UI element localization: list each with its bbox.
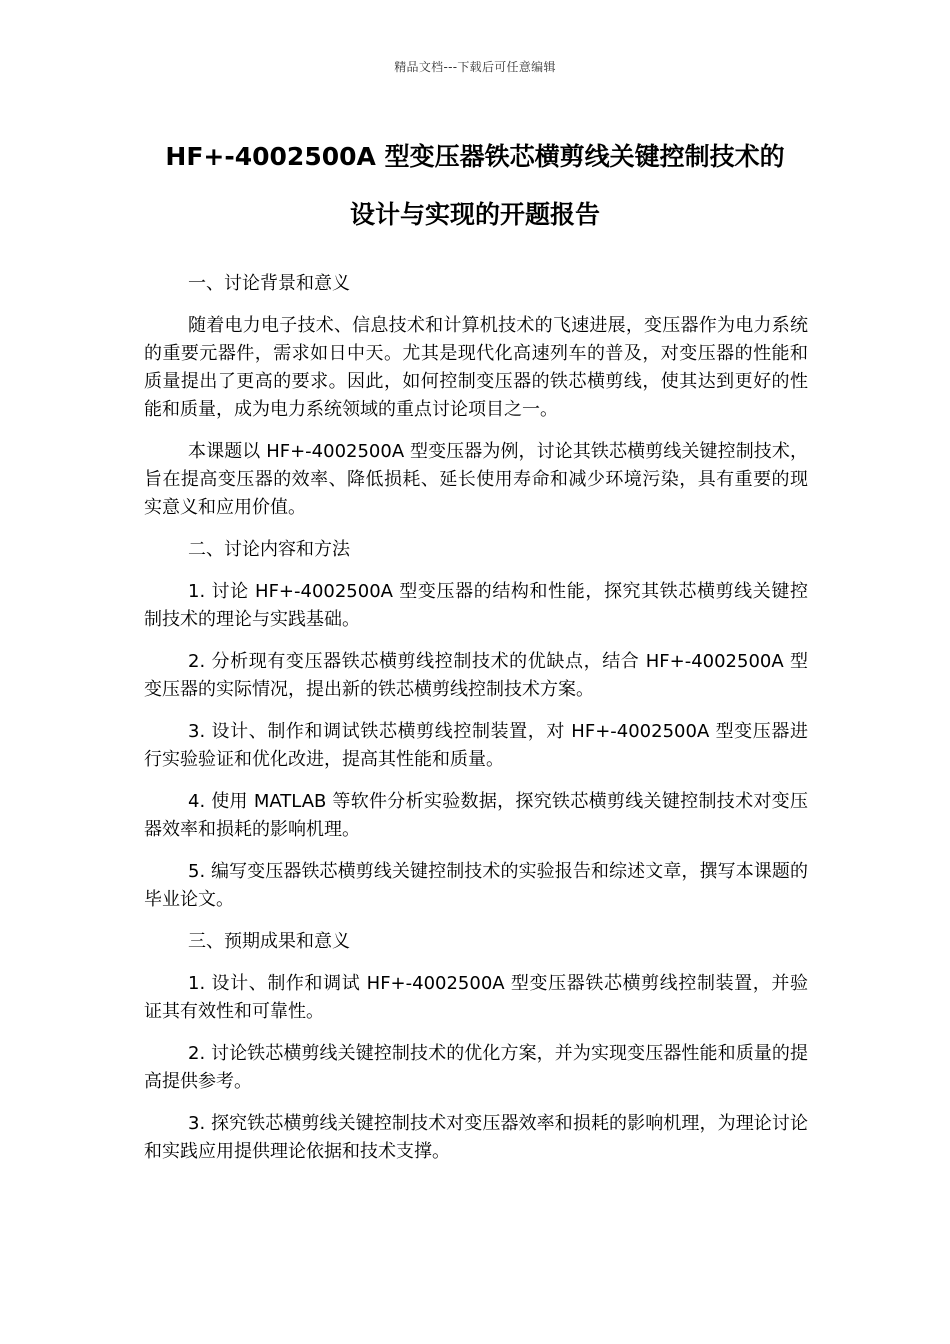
section-heading: 二、讨论内容和方法 (188, 539, 350, 560)
list-item: 1. 设计、制作和调试 HF+-4002500A 型变压器铁芯横剪线控制装置，并验证其有效性和可靠性。 (144, 973, 808, 1022)
header-note: 精品文档---下载后可任意编辑 (394, 60, 556, 74)
section-heading: 三、预期成果和意义 (188, 931, 350, 952)
list-item: 3. 探究铁芯横剪线关键控制技术对变压器效率和损耗的影响机理，为理论讨论和实践应用提供理论依据和技术支撑。 (144, 1113, 808, 1162)
section-heading: 一、讨论背景和意义 (188, 273, 350, 294)
list-item: 2. 分析现有变压器铁芯横剪线控制技术的优缺点，结合 HF+-4002500A 型变压器的实际情况，提出新的铁芯横剪线控制技术方案。 (144, 651, 808, 700)
paragraph: 本课题以 HF+-4002500A 型变压器为例，讨论其铁芯横剪线关键控制技术，旨在提高变压器的效率、降低损耗、延长使用寿命和减少环境污染，具有重要的现实意义和应用价值。 (144, 441, 808, 518)
paragraph: 随着电力电子技术、信息技术和计算机技术的飞速进展，变压器作为电力系统的重要元器件，需求如日中天。尤其是现代化高速列车的普及，对变压器的性能和质量提出了更高的要求。因此，如何控制变压器的铁芯横剪线，使其达到更好的性能和质量，成为电力系统领域的重点讨论项目之一。 (144, 315, 808, 420)
list-item: 5. 编写变压器铁芯横剪线关键控制技术的实验报告和综述文章，撰写本课题的毕业论文。 (144, 861, 808, 910)
list-item: 4. 使用 MATLAB 等软件分析实验数据，探究铁芯横剪线关键控制技术对变压器效率和损耗的影响机理。 (144, 791, 808, 840)
document-title-line-2: 设计与实现的开题报告 (349, 200, 600, 229)
document-title-line-1: HF+-4002500A 型变压器铁芯横剪线关键控制技术的 (165, 142, 785, 171)
document-body (144, 270, 808, 1180)
list-item: 3. 设计、制作和调试铁芯横剪线控制装置，对 HF+-4002500A 型变压器进行实验验证和优化改进，提高其性能和质量。 (144, 721, 808, 770)
list-item: 2. 讨论铁芯横剪线关键控制技术的优化方案，并为实现变压器性能和质量的提高提供参考。 (144, 1043, 808, 1092)
list-item: 1. 讨论 HF+-4002500A 型变压器的结构和性能，探究其铁芯横剪线关键控制技术的理论与实践基础。 (144, 581, 808, 630)
